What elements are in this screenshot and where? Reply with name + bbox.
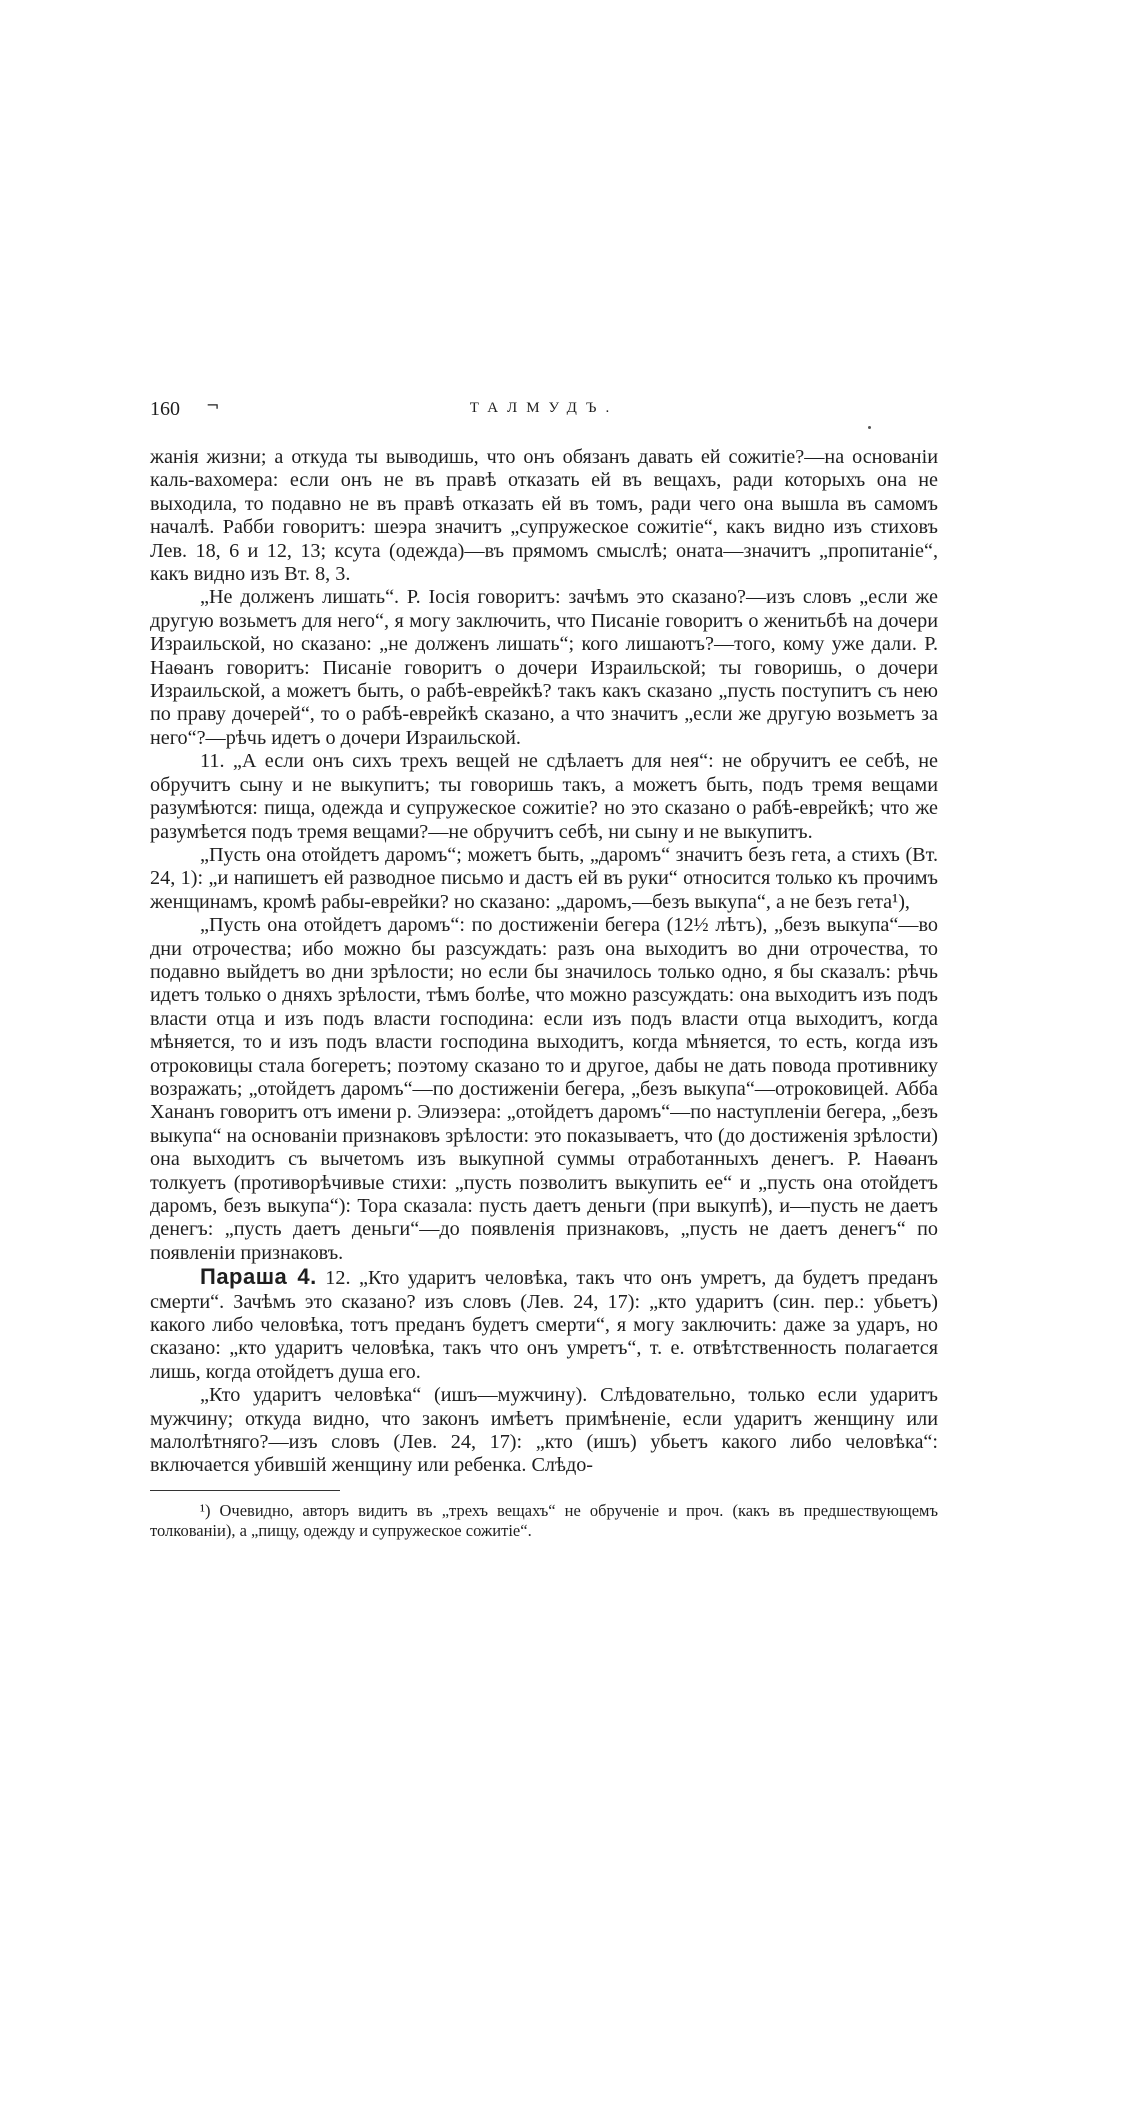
paragraph-6: 12. „Кто ударитъ человѣка, такъ что онъ умретъ, да будетъ преданъ смерти“. Зачѣмъ это сказано? изъ словъ (Лев. 24, 17): „кто ударитъ (син. пер.: убьетъ) какого либо человѣка, тотъ преданъ будетъ смерти“, я могу заключить: даже за ударъ, но сказано: „кто ударитъ человѣка, такъ что онъ умретъ“, т. е. отвѣтственность полагается лишь, когда отойдетъ душа его. [150,1267,938,1383]
paragraph-3: 11. „А если онъ сихъ трехъ вещей не сдѣлаетъ для нея“: не обручитъ ее себѣ, не обручитъ сыну и не выкупитъ; ты говоришь такъ, а можетъ быть, подъ тремя вещами разумѣются: пища, одежда и супружеское сожитіе? но это сказано о рабѣ-еврейкѣ; что же разумѣется подъ тремя вещами?—не обручитъ себѣ, ни сыну и не выкупитъ. [150,750,938,843]
paragraph-5: „Пусть она отойдетъ даромъ“: по достиженіи бегера (12½ лѣтъ), „безъ выкупа“—во дни отрочества; ибо можно бы разсуждать: разъ она выходитъ во дни отрочества, то подавно выйдетъ во дни зрѣлости; но если бы значилось только одно, я бы сказалъ: рѣчь идетъ только о дняхъ зрѣлости, тѣмъ болѣе, что можно разсуждать: она выходитъ изъ подъ власти отца и изъ подъ власти господина: если изъ подъ власти отца выходитъ, когда мѣняется, то и изъ подъ власти господина выходитъ, когда мѣняется, то есть, когда изъ отроковицы стала богеретъ; поэтому сказано то и другое, дабы не дать повода противнику возражать; „отойдетъ даромъ“—по достиженіи бегера, „безъ выкупа“—отроковицей. Абба Хананъ говоритъ отъ имени р. Элиэзера: „отойдетъ даромъ“—по наступленіи бегера, „безъ выкупа“ на основаніи признаковъ зрѣлости: это показываетъ, что (до достиженія зрѣлости) она выходитъ съ вычетомъ изъ выкупной суммы отработанныхъ денегъ. Р. Наѳанъ толкуетъ (противорѣчивые стихи: „пусть позволитъ выкупить ее“ и „пусть она отойдетъ даромъ, безъ выкупа“): Тора сказала: пусть даетъ деньги (при выкупѣ), и—пусть не даетъ денегъ: „пусть даетъ деньги“—до появленія признаковъ, „пусть не даетъ денегъ“ по появленіи признаковъ. [150,914,938,1264]
page-number: 160 [150,398,180,420]
footnote: ¹) Очевидно, авторъ видитъ въ „трехъ вещахъ“ не обрученіе и проч. (какъ въ предшествующемъ толкованіи), а „пищу, одежду и супружеское сожитіе“. [150,1500,938,1540]
paragraph-6-with-section-head [150,1265,938,1384]
section-head: Параша 4. [200,1264,317,1290]
footnote-divider [150,1490,340,1491]
body-text [150,446,938,1478]
paragraph-4: „Пусть она отойдетъ даромъ“; можетъ быть, „даромъ“ значитъ безъ гета, а стихъ (Вт. 24, 1): „и напишетъ ей разводное письмо и дастъ ей въ руки“ относится только къ прочимъ женщинамъ, кромѣ рабы-еврейки? но сказано: „даромъ,—безъ выкупа“, а не безъ гета¹), [150,843,938,913]
running-head [150,398,938,424]
print-speck [868,426,871,429]
paragraph-7: „Кто ударитъ человѣка“ (ишъ—мужчину). Слѣдовательно, только если ударитъ мужчину; откуда видно, что законъ имѣетъ примѣненіе, если ударитъ женщину или малолѣтняго?—изъ словъ (Лев. 24, 17): „кто (ишъ) убьетъ какого либо человѣка“: включается убившій женщину или ребенка. Слѣдо- [150,1384,938,1477]
paragraph-2: „Не долженъ лишать“. Р. Іосія говоритъ: зачѣмъ это сказано?—изъ словъ „если же другую возьметъ для него“, я могу заключить, что Писаніе говоритъ о женитьбѣ на дочери Израильской, но сказано: „не долженъ лишать“; кого лишаютъ?—того, кому уже дали. Р. Наѳанъ говоритъ: Писаніе говоритъ о дочери Израильской; ты говоришь, о дочери Израильской, а можетъ быть, о рабѣ-еврейкѣ? такъ какъ сказано „пусть поступитъ съ нею по праву дочерей“, то о рабѣ-еврейкѣ сказано, а что значитъ „если же другую возьметъ за него“?—рѣчь идетъ о дочери Израильской. [150,586,938,749]
page-number-mark: ¬ [206,396,220,415]
paragraph-1: жанія жизни; а откуда ты выводишь, что онъ обязанъ давать ей сожитіе?—на основаніи каль-вахомера: если онъ не въ правѣ отказать ей въ вещахъ, ради которыхъ она не выходила, то подавно не въ правѣ отказать ей въ томъ, ради чего она вышла въ самомъ началѣ. Рабби говоритъ: шеэра значитъ „супружеское сожитіе“, какъ видно изъ стиховъ Лев. 18, 6 и 12, 13; ксута (одежда)—въ прямомъ смыслѣ; оната—значитъ „пропитаніе“, какъ видно изъ Вт. 8, 3. [150,446,938,586]
document-page [150,398,938,1541]
running-title: ТАЛМУДЪ. [469,400,619,416]
